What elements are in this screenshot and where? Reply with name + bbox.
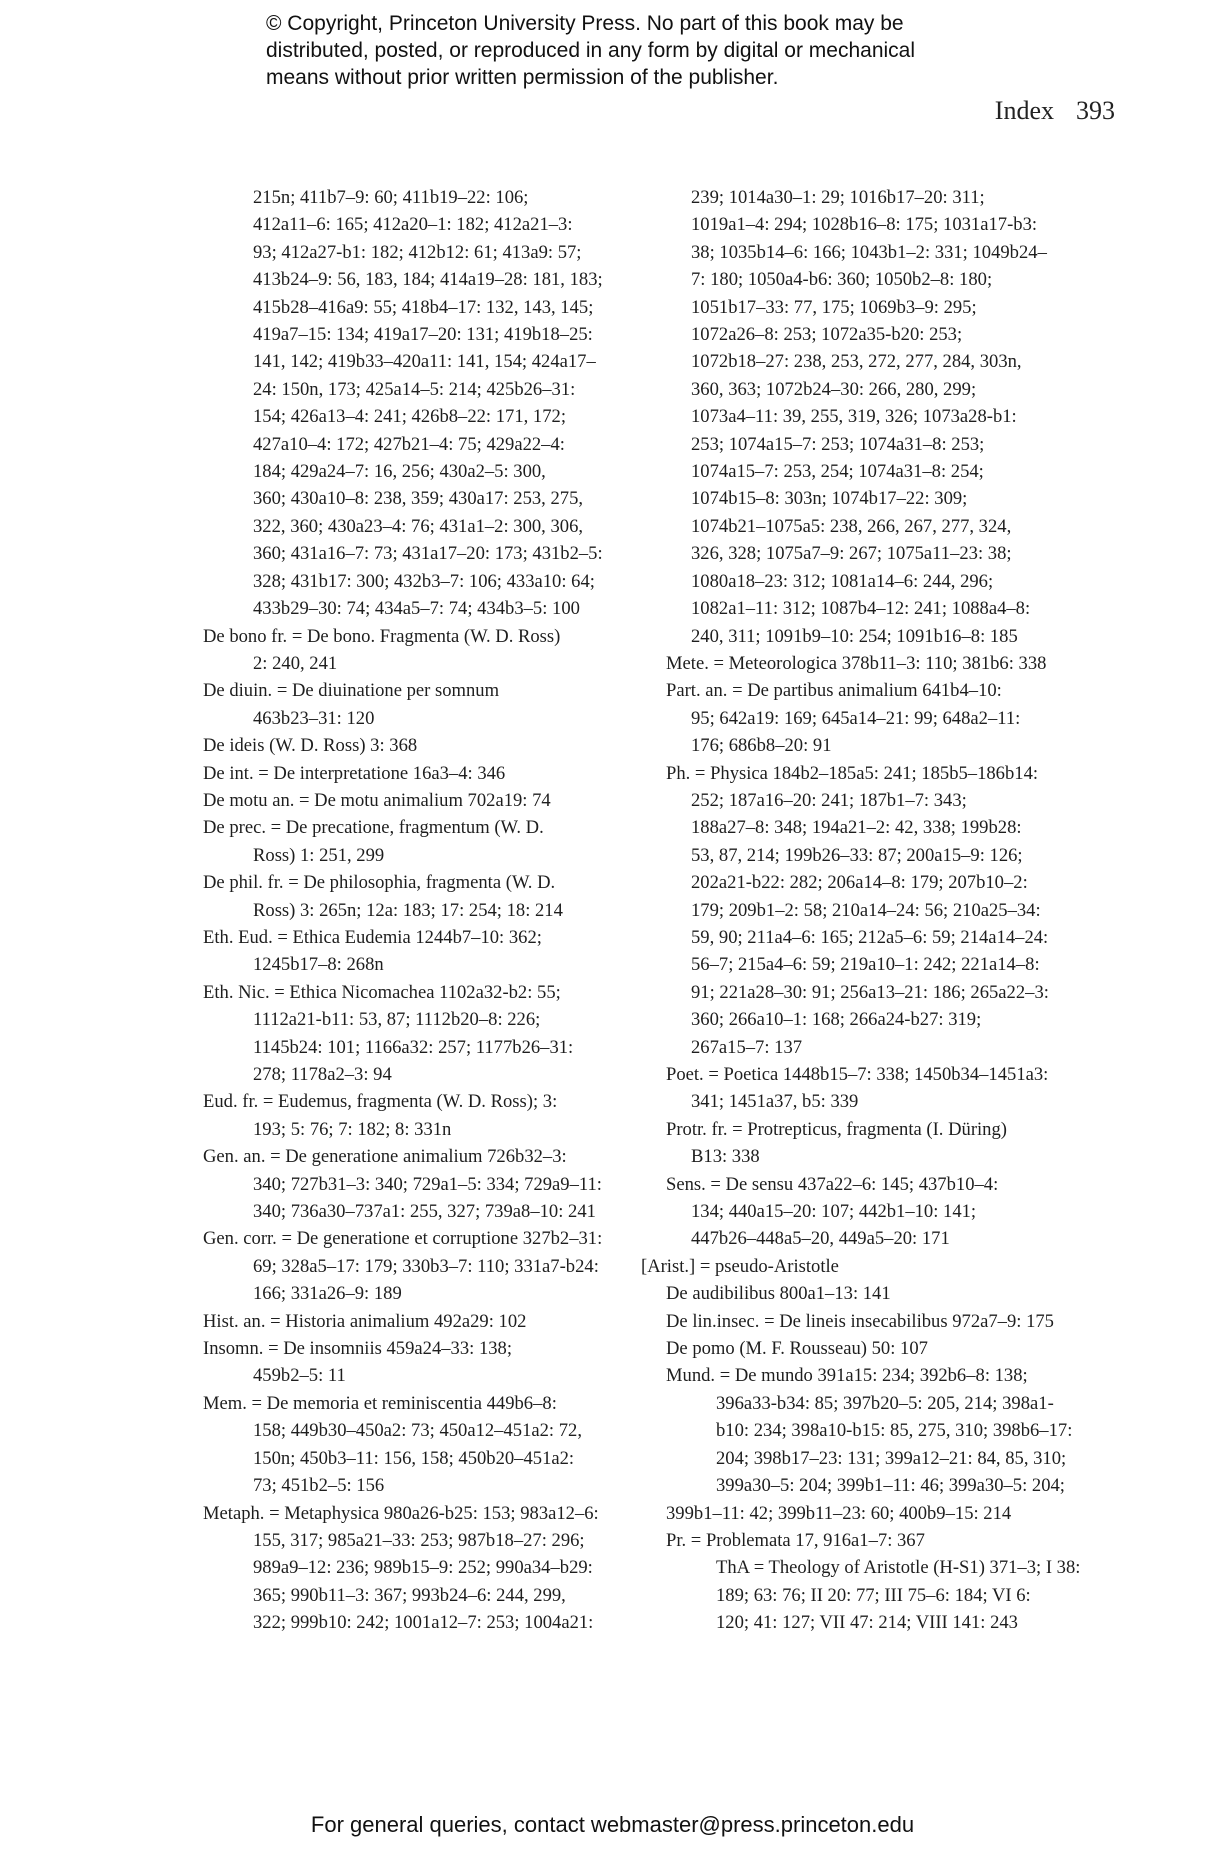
index-line: De int. = De interpretatione 16a3–4: 346 (203, 762, 506, 784)
index-line: 1072b18–27: 238, 253, 272, 277, 284, 303n, (691, 351, 1022, 373)
index-line: De bono fr. = De bono. Fragmenta (W. D. Ross) (203, 625, 561, 647)
index-line: 360; 266a10–1: 168; 266a24-b27: 319; (691, 1009, 982, 1031)
index-line: De ideis (W. D. Ross) 3: 368 (203, 735, 418, 757)
copyright-line: distributed, posted, or reproduced in any form by digital or mechanical (266, 39, 916, 62)
index-line: 150n; 450b3–11: 156, 158; 450b20–451a2: (253, 1447, 575, 1469)
index-line: 59, 90; 211a4–6: 165; 212a5–6: 59; 214a14–24: (691, 926, 1049, 948)
index-line: 341; 1451a37, b5: 339 (691, 1091, 859, 1113)
index-line: 38; 1035b14–6: 166; 1043b1–2: 331; 1049b24– (691, 241, 1047, 263)
index-line: 419a7–15: 134; 419a17–20: 131; 419b18–25: (253, 324, 593, 346)
index-line: De diuin. = De diuinatione per somnum (203, 680, 500, 702)
index-line: B13: 338 (691, 1146, 760, 1168)
footer-contact: For general queries, contact webmaster@press.princeton.edu (310, 1812, 915, 1837)
index-line: 184; 429a24–7: 16, 256; 430a2–5: 300, (253, 461, 546, 483)
index-line: 415b28–416a9: 55; 418b4–17: 132, 143, 145; (253, 296, 594, 318)
copyright-line: © Copyright, Princeton University Press. No part of this book may be (266, 12, 904, 35)
index-line: 1245b17–8: 268n (253, 954, 384, 976)
index-line: Eth. Eud. = Ethica Eudemia 1244b7–10: 362; (203, 926, 542, 948)
index-line: 1145b24: 101; 1166a32: 257; 1177b26–31: (253, 1036, 574, 1058)
index-line: 360; 431a16–7: 73; 431a17–20: 173; 431b2–5: (253, 543, 603, 565)
index-line: 365; 990b11–3: 367; 993b24–6: 244, 299, (253, 1584, 566, 1606)
index-line: 427a10–4: 172; 427b21–4: 75; 429a22–4: (253, 433, 565, 455)
index-line: Ross) 3: 265n; 12a: 183; 17: 254; 18: 214 (253, 899, 563, 921)
index-column-left (203, 184, 623, 1637)
index-line: 1074a15–7: 253, 254; 1074a31–8: 254; (691, 461, 984, 483)
index-line: Mund. = De mundo 391a15: 234; 392b6–8: 138; (666, 1365, 1028, 1387)
index-line: 134; 440a15–20: 107; 442b1–10: 141; (691, 1201, 977, 1223)
copyright-notice (266, 10, 1046, 91)
index-line: 158; 449b30–450a2: 73; 450a12–451a2: 72, (253, 1420, 582, 1442)
index-line: 93; 412a27-b1: 182; 412b12: 61; 413a9: 57; (253, 241, 582, 263)
index-line: Eud. fr. = Eudemus, fragmenta (W. D. Ross); 3: (203, 1091, 558, 1113)
index-line: 239; 1014a30–1: 29; 1016b17–20: 311; (691, 187, 985, 208)
index-line: 120; 41: 127; VII 47: 214; VIII 141: 243 (716, 1612, 1018, 1634)
index-line: 7: 180; 1050a4-b6: 360; 1050b2–8: 180; (691, 269, 993, 291)
index-line: 166; 331a26–9: 189 (253, 1283, 402, 1305)
running-head (995, 96, 1115, 126)
index-line: 73; 451b2–5: 156 (253, 1475, 385, 1497)
index-line: 253; 1074a15–7: 253; 1074a31–8: 253; (691, 433, 985, 455)
index-line: 267a15–7: 137 (691, 1036, 803, 1058)
index-line: De prec. = De precatione, fragmentum (W. D. (203, 817, 544, 839)
index-line: Part. an. = De partibus animalium 641b4–10: (666, 680, 1002, 702)
index-line: 252; 187a16–20: 241; 187b1–7: 343; (691, 789, 967, 811)
index-line: 2: 240, 241 (253, 652, 338, 674)
index-line: Sens. = De sensu 437a22–6: 145; 437b10–4: (666, 1173, 999, 1195)
index-line: 1074b21–1075a5: 238, 266, 267, 277, 324, (691, 515, 1012, 537)
index-line: De lin.insec. = De lineis insecabilibus 972a7–9: 175 (666, 1310, 1054, 1332)
index-line: 278; 1178a2–3: 94 (253, 1064, 392, 1085)
index-line: Gen. corr. = De generatione et corruptione 327b2–31: (203, 1228, 603, 1250)
index-line: 53, 87, 214; 199b26–33: 87; 200a15–9: 126; (691, 844, 1023, 866)
index-line: 447b26–448a5–20, 449a5–20: 171 (691, 1228, 950, 1250)
copyright-line: means without prior written permission of the publisher. (266, 66, 779, 89)
index-line: ThA = Theology of Aristotle (H-S1) 371–3; I 38: (716, 1557, 1081, 1579)
index-line: 399b1–11: 42; 399b11–23: 60; 400b9–15: 214 (666, 1502, 1012, 1524)
index-line: 433b29–30: 74; 434a5–7: 74; 434b3–5: 100 (253, 598, 580, 620)
index-line: 1019a1–4: 294; 1028b16–8: 175; 1031a17-b3: (691, 214, 1038, 236)
index-line: 69; 328a5–17: 179; 330b3–7: 110; 331a7-b24: (253, 1255, 599, 1277)
index-line: 1080a18–23: 312; 1081a14–6: 244, 296; (691, 570, 994, 592)
index-line: 396a33-b34: 85; 397b20–5: 205, 214; 398a1- (716, 1392, 1054, 1414)
index-line: 989a9–12: 236; 989b15–9: 252; 990a34–b29: (253, 1557, 593, 1579)
index-line: De pomo (M. F. Rousseau) 50: 107 (666, 1338, 928, 1360)
index-line: 95; 642a19: 169; 645a14–21: 99; 648a2–11: (691, 707, 1021, 729)
index-line: De motu an. = De motu animalium 702a19: 74 (203, 789, 551, 811)
index-line: 176; 686b8–20: 91 (691, 735, 832, 757)
index-line: 240, 311; 1091b9–10: 254; 1091b16–8: 185 (691, 625, 1018, 647)
index-line: 1112a21-b11: 53, 87; 1112b20–8: 226; (253, 1009, 541, 1031)
index-line: 322; 999b10: 242; 1001a12–7: 253; 1004a21: (253, 1612, 594, 1634)
index-line: De phil. fr. = De philosophia, fragmenta (W. D. (203, 872, 556, 894)
index-line: 322, 360; 430a23–4: 76; 431a1–2: 300, 306, (253, 515, 584, 537)
index-column-right (641, 184, 1081, 1637)
index-line: Ph. = Physica 184b2–185a5: 241; 185b5–186b14: (666, 762, 1039, 784)
section-title: Index (994, 96, 1054, 125)
index-line: 1074b15–8: 303n; 1074b17–22: 309; (691, 488, 968, 510)
index-line: Ross) 1: 251, 299 (253, 844, 385, 866)
index-line: Eth. Nic. = Ethica Nicomachea 1102a32-b2: 55; (203, 981, 561, 1003)
index-line: Metaph. = Metaphysica 980a26-b25: 153; 983a12–6: (203, 1502, 599, 1524)
index-line: Protr. fr. = Protrepticus, fragmenta (I. Düring) (666, 1118, 1007, 1140)
index-line: 1082a1–11: 312; 1087b4–12: 241; 1088a4–8: (691, 598, 1031, 620)
index-line: 179; 209b1–2: 58; 210a14–24: 56; 210a25–34: (691, 899, 1041, 921)
index-line: 1072a26–8: 253; 1072a35-b20: 253; (691, 324, 963, 346)
index-line: 459b2–5: 11 (253, 1365, 346, 1387)
index-line: 1051b17–33: 77, 175; 1069b3–9: 295; (691, 296, 977, 318)
index-line: 215n; 411b7–9: 60; 411b19–22: 106; (253, 187, 529, 208)
index-line: 155, 317; 985a21–33: 253; 987b18–27: 296; (253, 1529, 585, 1551)
index-line: 399a30–5: 204; 399b1–11: 46; 399a30–5: 204; (716, 1475, 1065, 1497)
index-line: Insomn. = De insomniis 459a24–33: 138; (203, 1338, 513, 1360)
index-line: Gen. an. = De generatione animalium 726b32–3: (203, 1146, 567, 1168)
index-line: 204; 398b17–23: 131; 399a12–21: 84, 85, 310; (716, 1447, 1067, 1469)
index-line: 91; 221a28–30: 91; 256a13–21: 186; 265a22–3: (691, 981, 1049, 1003)
index-line: 188a27–8: 348; 194a21–2: 42, 338; 199b28: (691, 817, 1022, 839)
index-line: 340; 736a30–737a1: 255, 327; 739a8–10: 241 (253, 1201, 596, 1223)
index-line: 56–7; 215a4–6: 59; 219a10–1: 242; 221a14–8: (691, 954, 1040, 976)
page-number: 393 (1076, 96, 1115, 125)
index-line: 1073a4–11: 39, 255, 319, 326; 1073a28-b1: (691, 406, 1017, 428)
index-line: 340; 727b31–3: 340; 729a1–5: 334; 729a9–11: (253, 1173, 602, 1195)
index-line: [Arist.] = pseudo-Aristotle (641, 1255, 839, 1277)
index-line: 193; 5: 76; 7: 182; 8: 331n (253, 1118, 452, 1140)
index-line: 326, 328; 1075a7–9: 267; 1075a11–23: 38; (691, 543, 1012, 565)
index-line: 141, 142; 419b33–420a11: 141, 154; 424a17– (253, 351, 596, 373)
index-line: Mem. = De memoria et reminiscentia 449b6–8: (203, 1392, 557, 1414)
index-line: 360; 430a10–8: 238, 359; 430a17: 253, 275, (253, 488, 584, 510)
index-line: 154; 426a13–4: 241; 426b8–22: 171, 172; (253, 406, 566, 428)
index-line: 463b23–31: 120 (253, 707, 375, 729)
index-line: 412a11–6: 165; 412a20–1: 182; 412a21–3: (253, 214, 573, 236)
index-line: Mete. = Meteorologica 378b11–3: 110; 381b6: 338 (666, 652, 1047, 674)
index-line: 189; 63: 76; II 20: 77; III 75–6: 184; VI 6: (716, 1584, 1031, 1606)
index-line: Poet. = Poetica 1448b15–7: 338; 1450b34–1451a3: (666, 1064, 1049, 1085)
index-line: 413b24–9: 56, 183, 184; 414a19–28: 181, 183; (253, 269, 603, 291)
index-line: 202a21-b22: 282; 206a14–8: 179; 207b10–2: (691, 872, 1028, 894)
index-line: Hist. an. = Historia animalium 492a29: 102 (203, 1310, 527, 1332)
index-line: Pr. = Problemata 17, 916a1–7: 367 (666, 1529, 925, 1551)
index-line: 328; 431b17: 300; 432b3–7: 106; 433a10: 64; (253, 570, 595, 592)
index-line: b10: 234; 398a10-b15: 85, 275, 310; 398b6–17: (716, 1420, 1073, 1442)
index-line: De audibilibus 800a1–13: 141 (666, 1283, 891, 1305)
index-line: 360, 363; 1072b24–30: 266, 280, 299; (691, 378, 977, 400)
index-line: 24: 150n, 173; 425a14–5: 214; 425b26–31: (253, 378, 576, 400)
